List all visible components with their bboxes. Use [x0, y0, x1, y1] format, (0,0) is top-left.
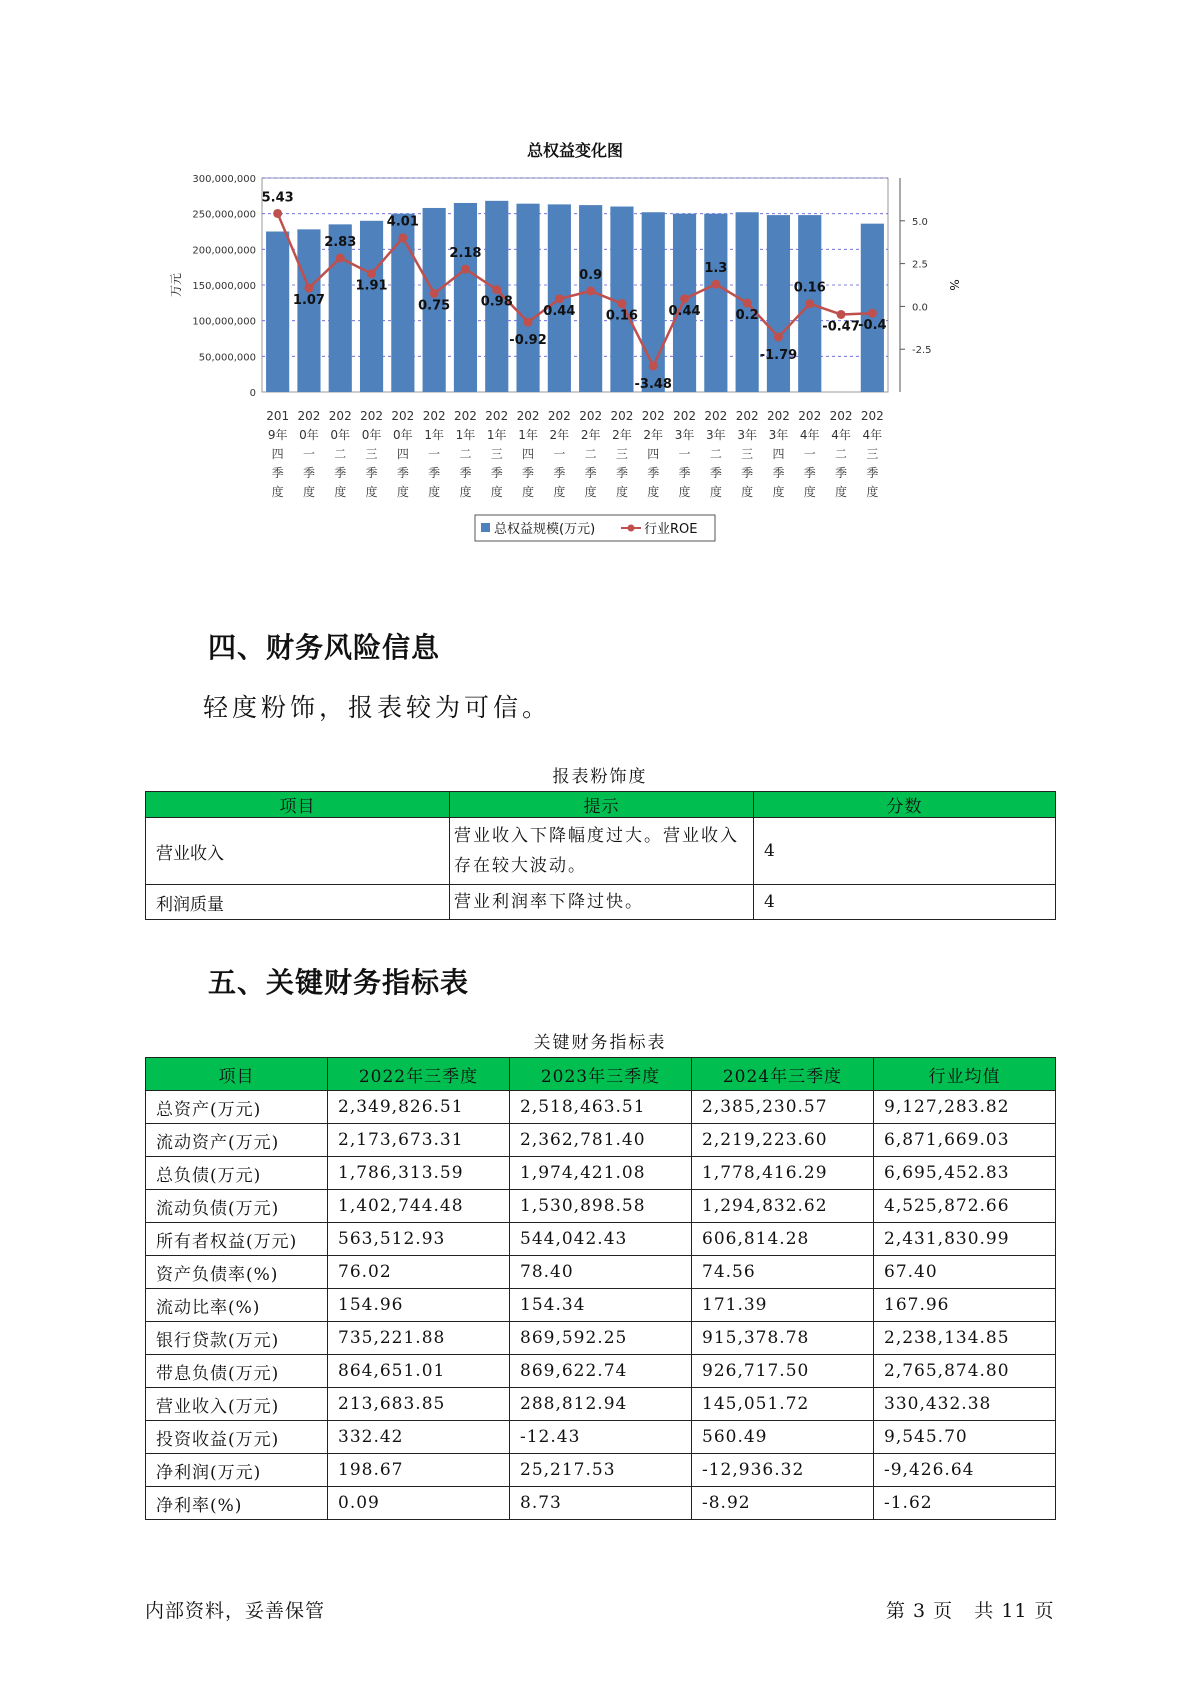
- data-label: 0.16: [605, 308, 638, 324]
- x-tick-label: 度: [866, 485, 879, 499]
- x-tick-label: 202: [579, 409, 603, 423]
- kpi-value-2024: 915,378.78: [692, 1322, 874, 1355]
- kpi-header-2024: 2024年三季度: [692, 1058, 874, 1091]
- data-label: 0.44: [543, 303, 576, 319]
- legend-label-roe: 行业ROE: [644, 522, 698, 537]
- kpi-item: 带息负债(万元): [146, 1355, 328, 1388]
- roe-point: [304, 284, 313, 293]
- page-number: 第 3 页 共 11 页: [886, 1600, 1055, 1622]
- table-row: [146, 1322, 1056, 1355]
- x-tick-label: 4年: [862, 428, 883, 442]
- x-tick-label: 二: [584, 447, 597, 461]
- x-tick-label: 2年: [643, 428, 664, 442]
- section4-summary: 轻度粉饰，报表较为可信。: [203, 693, 552, 722]
- x-tick-label: 度: [835, 485, 848, 499]
- x-tick-label: 度: [741, 485, 754, 499]
- kpi-value-2023: 869,592.25: [510, 1322, 692, 1355]
- x-tick-label: 202: [641, 409, 665, 423]
- kpi-value-industry: 9,127,283.82: [874, 1091, 1056, 1124]
- roe-point: [586, 286, 595, 295]
- x-tick-label: 度: [365, 485, 378, 499]
- roe-point: [711, 280, 720, 289]
- section4-heading: 四、财务风险信息: [208, 631, 441, 664]
- table-row: [146, 1091, 1056, 1124]
- data-label: 0.16: [793, 280, 826, 296]
- roe-point: [273, 209, 282, 218]
- kpi-value-industry: 6,871,669.03: [874, 1124, 1056, 1157]
- risk-hint: 营业收入下降幅度过大。营业收入存在较大波动。: [450, 818, 754, 885]
- kpi-value-2024: 2,385,230.57: [692, 1091, 874, 1124]
- data-label: 0.44: [668, 303, 701, 319]
- risk-header-item: 项目: [146, 792, 450, 818]
- kpi-item: 净利率(%): [146, 1487, 328, 1520]
- kpi-value-2024: 74.56: [692, 1256, 874, 1289]
- kpi-value-2022: 2,349,826.51: [328, 1091, 510, 1124]
- kpi-value-2022: 198.67: [328, 1454, 510, 1487]
- x-tick-label: 度: [428, 485, 441, 499]
- x-tick-label: 1年: [486, 428, 507, 442]
- table-row: [146, 1289, 1056, 1322]
- data-label: 5.43: [261, 190, 294, 206]
- table-row: [146, 1487, 1056, 1520]
- risk-item: 利润质量: [146, 885, 450, 920]
- kpi-table: [145, 1057, 1056, 1520]
- x-tick-label: 度: [459, 485, 472, 499]
- kpi-value-2024: 1,778,416.29: [692, 1157, 874, 1190]
- x-tick-label: 1年: [455, 428, 476, 442]
- x-tick-label: 0年: [393, 428, 413, 442]
- x-tick-label: 季: [334, 466, 347, 480]
- kpi-header-industry: 行业均值: [874, 1058, 1056, 1091]
- x-tick-label: 季: [459, 466, 472, 480]
- roe-point: [398, 233, 407, 242]
- bar: [579, 205, 602, 392]
- x-tick-label: 季: [365, 466, 378, 480]
- x-tick-label: 202: [547, 409, 571, 423]
- x-tick-label: 3年: [674, 428, 695, 442]
- kpi-value-2023: 1,530,898.58: [510, 1190, 692, 1223]
- data-label: -1.79: [759, 348, 798, 364]
- x-tick-label: 1年: [424, 428, 444, 442]
- kpi-value-industry: 167.96: [874, 1289, 1056, 1322]
- equity-chart-svg: [160, 140, 1060, 590]
- x-tick-label: 度: [615, 485, 628, 499]
- x-tick-label: 度: [396, 485, 409, 499]
- x-tick-label: 二: [709, 447, 722, 461]
- x-tick-label: 202: [453, 409, 477, 423]
- kpi-header-item: 项目: [146, 1058, 328, 1091]
- x-tick-label: 四: [647, 447, 660, 461]
- y-tick-label: 250,000,000: [192, 209, 256, 221]
- kpi-value-industry: 2,238,134.85: [874, 1322, 1056, 1355]
- x-tick-label: 二: [459, 447, 472, 461]
- x-tick-label: 202: [328, 409, 352, 423]
- kpi-value-2023: 1,974,421.08: [510, 1157, 692, 1190]
- x-tick-label: 202: [297, 409, 321, 423]
- kpi-value-2023: 154.34: [510, 1289, 692, 1322]
- chart-title: 总权益变化图: [526, 141, 624, 160]
- bar: [861, 224, 884, 392]
- risk-item: 营业收入: [146, 818, 450, 885]
- kpi-item: 营业收入(万元): [146, 1388, 328, 1421]
- roe-point: [743, 298, 752, 307]
- kpi-value-2022: 1,402,744.48: [328, 1190, 510, 1223]
- kpi-item: 投资收益(万元): [146, 1421, 328, 1454]
- roe-point: [336, 253, 345, 262]
- kpi-header-2022: 2022年三季度: [328, 1058, 510, 1091]
- y-tick-label: 150,000,000: [192, 281, 256, 292]
- kpi-value-2022: 76.02: [328, 1256, 510, 1289]
- x-tick-label: 202: [735, 409, 759, 423]
- data-label: 2.83: [324, 234, 357, 250]
- kpi-value-2022: 0.09: [328, 1487, 510, 1520]
- data-label: -3.48: [634, 376, 672, 392]
- risk-table-header: [146, 792, 1056, 818]
- kpi-value-2023: 8.73: [510, 1487, 692, 1520]
- x-tick-label: 0年: [361, 428, 382, 442]
- bar: [704, 214, 727, 392]
- x-tick-label: 三: [741, 447, 754, 461]
- kpi-value-2024: 926,717.50: [692, 1355, 874, 1388]
- risk-score: 4: [754, 885, 1056, 920]
- bar: [266, 232, 289, 393]
- y-right-tick-label: 5.0: [912, 216, 928, 228]
- x-tick-label: 202: [516, 409, 540, 423]
- bar: [454, 203, 477, 392]
- data-label: 1.07: [292, 293, 325, 309]
- data-label: 0.75: [418, 298, 451, 314]
- x-tick-label: 3年: [737, 428, 757, 442]
- x-tick-label: 度: [678, 485, 691, 499]
- kpi-value-2022: 154.96: [328, 1289, 510, 1322]
- y-tick-label: 0: [249, 388, 256, 399]
- kpi-item: 净利润(万元): [146, 1454, 328, 1487]
- legend-swatch-point: [628, 525, 635, 532]
- x-tick-label: 季: [803, 466, 816, 480]
- kpi-value-2024: 560.49: [692, 1421, 874, 1454]
- data-label: -0.4: [858, 318, 887, 334]
- x-tick-label: 季: [428, 466, 441, 480]
- roe-point: [649, 361, 658, 370]
- kpi-value-industry: 9,545.70: [874, 1421, 1056, 1454]
- x-tick-label: 三: [490, 447, 503, 461]
- x-tick-label: 202: [485, 409, 509, 423]
- table-row: [146, 885, 1056, 920]
- x-tick-label: 度: [522, 485, 535, 499]
- x-tick-label: 三: [866, 447, 879, 461]
- data-label: 1.3: [704, 261, 728, 277]
- x-tick-label: 0年: [330, 428, 351, 442]
- kpi-value-2023: 2,362,781.40: [510, 1124, 692, 1157]
- y-tick-label: 200,000,000: [192, 245, 256, 257]
- x-tick-label: 季: [553, 466, 566, 480]
- x-tick-label: 度: [584, 485, 597, 499]
- equity-chart: [160, 140, 1060, 590]
- bar: [767, 215, 790, 392]
- roe-point: [555, 294, 564, 303]
- kpi-value-2023: 544,042.43: [510, 1223, 692, 1256]
- x-tick-label: 度: [490, 485, 503, 499]
- roe-point: [774, 333, 783, 342]
- kpi-header-2023: 2023年三季度: [510, 1058, 692, 1091]
- x-tick-label: 季: [647, 466, 660, 480]
- y-axis-label: 万元: [169, 272, 183, 298]
- x-tick-label: 202: [610, 409, 634, 423]
- legend-label-equity: 总权益规模(万元): [494, 522, 596, 537]
- section5-heading: 五、关键财务指标表: [208, 966, 470, 999]
- roe-point: [805, 299, 814, 308]
- kpi-value-industry: 2,765,874.80: [874, 1355, 1056, 1388]
- table-row: [146, 1454, 1056, 1487]
- table-row: [146, 1124, 1056, 1157]
- x-tick-label: 季: [709, 466, 722, 480]
- table-row: [146, 1190, 1056, 1223]
- kpi-value-industry: 330,432.38: [874, 1388, 1056, 1421]
- kpi-value-industry: 6,695,452.83: [874, 1157, 1056, 1190]
- kpi-item: 总负债(万元): [146, 1157, 328, 1190]
- data-label: 0.9: [579, 267, 603, 283]
- risk-score: 4: [754, 818, 1056, 885]
- x-tick-label: 季: [302, 466, 315, 480]
- kpi-value-2024: 145,051.72: [692, 1388, 874, 1421]
- risk-header-hint: 提示: [450, 792, 754, 818]
- x-tick-label: 四: [271, 447, 284, 461]
- kpi-value-2023: 288,812.94: [510, 1388, 692, 1421]
- x-tick-label: 季: [741, 466, 754, 480]
- kpi-value-2024: 2,219,223.60: [692, 1124, 874, 1157]
- x-tick-label: 一: [678, 447, 691, 461]
- x-tick-label: 2年: [549, 428, 570, 442]
- x-tick-label: 季: [615, 466, 628, 480]
- x-tick-label: 3年: [706, 428, 726, 442]
- legend-swatch-bar: [481, 523, 490, 532]
- kpi-value-2024: 171.39: [692, 1289, 874, 1322]
- x-tick-label: 四: [396, 447, 409, 461]
- data-label: 1.91: [355, 278, 388, 294]
- kpi-value-industry: 67.40: [874, 1256, 1056, 1289]
- roe-point: [492, 285, 501, 294]
- bar: [297, 229, 320, 392]
- kpi-table-caption: 关键财务指标表: [533, 1033, 667, 1053]
- risk-table: [145, 791, 1056, 920]
- x-tick-label: 度: [334, 485, 347, 499]
- bar: [516, 204, 539, 392]
- table-row: [146, 1256, 1056, 1289]
- x-tick-label: 季: [584, 466, 597, 480]
- kpi-item: 总资产(万元): [146, 1091, 328, 1124]
- x-tick-label: 二: [334, 447, 347, 461]
- x-tick-label: 2年: [612, 428, 632, 442]
- data-label: 2.18: [449, 246, 482, 262]
- table-row: [146, 818, 1056, 885]
- roe-point: [524, 318, 533, 327]
- table-row: [146, 1355, 1056, 1388]
- x-tick-label: 202: [766, 409, 790, 423]
- x-tick-label: 度: [271, 485, 284, 499]
- y-right-tick-label: -2.5: [912, 345, 932, 357]
- roe-point: [868, 309, 877, 318]
- kpi-item: 所有者权益(万元): [146, 1223, 328, 1256]
- x-tick-label: 二: [835, 447, 848, 461]
- x-tick-label: 202: [391, 409, 415, 423]
- x-tick-label: 2年: [580, 428, 601, 442]
- kpi-value-2024: -12,936.32: [692, 1454, 874, 1487]
- data-label: 0.2: [735, 307, 759, 323]
- kpi-item: 流动负债(万元): [146, 1190, 328, 1223]
- x-tick-label: 度: [772, 485, 785, 499]
- kpi-value-industry: -9,426.64: [874, 1454, 1056, 1487]
- x-tick-label: 季: [678, 466, 691, 480]
- roe-point: [837, 310, 846, 319]
- x-tick-label: 季: [396, 466, 409, 480]
- x-tick-label: 季: [772, 466, 785, 480]
- data-label: -0.92: [509, 333, 547, 349]
- roe-point: [461, 265, 470, 274]
- table-row: [146, 1157, 1056, 1190]
- kpi-value-2024: 606,814.28: [692, 1223, 874, 1256]
- x-tick-label: 一: [553, 447, 566, 461]
- kpi-value-2023: 25,217.53: [510, 1454, 692, 1487]
- y-tick-label: 300,000,000: [192, 174, 256, 185]
- table-row: [146, 1223, 1056, 1256]
- kpi-value-2023: -12.43: [510, 1421, 692, 1454]
- footer-note: 内部资料，妥善保管: [145, 1600, 326, 1622]
- x-tick-label: 四: [522, 447, 535, 461]
- kpi-item: 流动资产(万元): [146, 1124, 328, 1157]
- x-tick-label: 一: [803, 447, 816, 461]
- x-tick-label: 0年: [299, 428, 319, 442]
- data-label: 0.98: [480, 294, 513, 310]
- kpi-item: 流动比率(%): [146, 1289, 328, 1322]
- x-tick-label: 3年: [768, 428, 789, 442]
- x-tick-label: 1年: [518, 428, 538, 442]
- x-tick-label: 4年: [831, 428, 851, 442]
- x-tick-label: 201: [266, 409, 290, 423]
- x-tick-label: 季: [835, 466, 848, 480]
- risk-header-score: 分数: [754, 792, 1056, 818]
- x-tick-label: 202: [829, 409, 853, 423]
- risk-table-caption: 报表粉饰度: [552, 767, 648, 787]
- x-tick-label: 季: [866, 466, 879, 480]
- x-tick-label: 度: [302, 485, 315, 499]
- kpi-value-industry: 2,431,830.99: [874, 1223, 1056, 1256]
- x-tick-label: 一: [302, 447, 315, 461]
- roe-point: [430, 289, 439, 298]
- kpi-value-2022: 735,221.88: [328, 1322, 510, 1355]
- x-tick-label: 季: [490, 466, 503, 480]
- x-tick-label: 202: [704, 409, 728, 423]
- x-tick-label: 度: [553, 485, 566, 499]
- roe-point: [617, 299, 626, 308]
- y-right-tick-label: 0.0: [912, 302, 928, 314]
- table-row: [146, 1421, 1056, 1454]
- kpi-value-2024: -8.92: [692, 1487, 874, 1520]
- x-tick-label: 度: [803, 485, 816, 499]
- x-tick-label: 季: [271, 466, 284, 480]
- kpi-value-2022: 213,683.85: [328, 1388, 510, 1421]
- kpi-table-header: [146, 1058, 1056, 1091]
- risk-hint: 营业利润率下降过快。: [450, 885, 754, 920]
- y-right-axis-label: %: [947, 279, 961, 291]
- y-tick-label: 50,000,000: [198, 352, 256, 364]
- x-tick-label: 三: [365, 447, 378, 461]
- x-tick-label: 9年: [267, 428, 288, 442]
- x-tick-label: 202: [860, 409, 884, 423]
- y-right-tick-label: 2.5: [912, 259, 928, 271]
- kpi-value-industry: 4,525,872.66: [874, 1190, 1056, 1223]
- data-label: 4.01: [386, 214, 419, 230]
- x-tick-label: 202: [360, 409, 384, 423]
- y-tick-label: 100,000,000: [192, 316, 256, 328]
- kpi-item: 资产负债率(%): [146, 1256, 328, 1289]
- kpi-value-industry: -1.62: [874, 1487, 1056, 1520]
- kpi-value-2024: 1,294,832.62: [692, 1190, 874, 1223]
- kpi-value-2022: 563,512.93: [328, 1223, 510, 1256]
- roe-point: [680, 294, 689, 303]
- table-row: [146, 1388, 1056, 1421]
- kpi-value-2023: 2,518,463.51: [510, 1091, 692, 1124]
- kpi-value-2023: 78.40: [510, 1256, 692, 1289]
- x-tick-label: 三: [615, 447, 628, 461]
- kpi-value-2022: 2,173,673.31: [328, 1124, 510, 1157]
- bar: [360, 221, 383, 392]
- x-tick-label: 季: [522, 466, 535, 480]
- x-tick-label: 202: [798, 409, 822, 423]
- x-tick-label: 四: [772, 447, 785, 461]
- kpi-value-2022: 332.42: [328, 1421, 510, 1454]
- x-tick-label: 202: [422, 409, 446, 423]
- x-tick-label: 度: [709, 485, 722, 499]
- kpi-item: 银行贷款(万元): [146, 1322, 328, 1355]
- x-tick-label: 度: [647, 485, 660, 499]
- kpi-value-2022: 1,786,313.59: [328, 1157, 510, 1190]
- roe-point: [367, 269, 376, 278]
- x-tick-label: 一: [428, 447, 441, 461]
- kpi-value-2023: 869,622.74: [510, 1355, 692, 1388]
- x-tick-label: 4年: [799, 428, 820, 442]
- x-tick-label: 202: [673, 409, 697, 423]
- data-label: -0.47: [822, 319, 860, 335]
- kpi-value-2022: 864,651.01: [328, 1355, 510, 1388]
